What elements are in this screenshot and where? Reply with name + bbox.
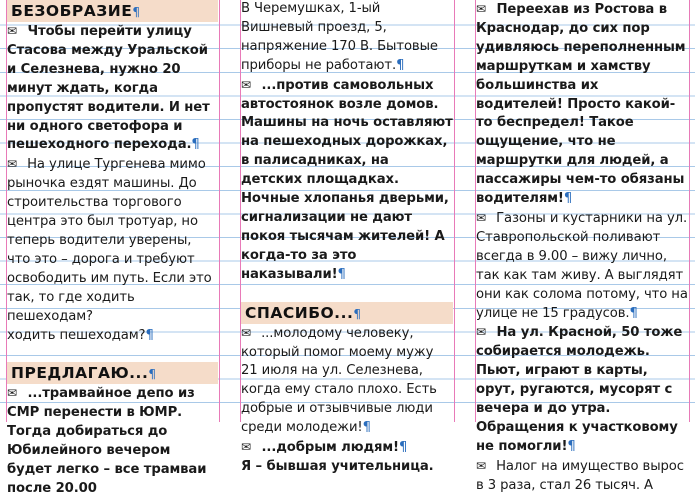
column-guide (689, 0, 690, 422)
envelope-icon: ✉ (476, 458, 486, 473)
paragraph[interactable]: Я – бывшая учительница. (241, 458, 434, 474)
paragraph[interactable]: ✉ Переехав из Ростова в Краснодар, до сих пор удивляюсь переполненным маршруткам и хамству большинства их водителей! Просто какой-то беспредел! Такое ощущение, что не маршрутки для людей, а пассажиры чем-то обязаны водителям!¶ (476, 2, 686, 207)
paragraph[interactable]: ✉ ...добрым людям!¶ (241, 440, 408, 456)
column-guide (454, 0, 455, 422)
paragraph[interactable]: ✉ Налог на имущество вырос в 3 раза, стал 26 тысяч. А (476, 458, 684, 493)
paragraph[interactable]: ✉ На улице Тургенева мимо рыночка ездят машины. До строительства торгового центра это был тротуар, но теперь водители уверены, что это – дорога и требуют освободить им путь. Если это так, то где ходить пешеходам? (7, 157, 212, 324)
paragraph[interactable]: ✉ ...трамвайное депо из СМР перенести в ЮМР. Тогда добираться до Юбилейного вечером будет легко – все трамваи после 20.00 (7, 386, 207, 496)
envelope-icon: ✉ (7, 157, 17, 172)
paragraph[interactable]: ✉ На ул. Красной, 50 тоже собирается молодежь. Пьют, играют в карты, орут, ругаются, мусорят с вечера и до утра. Обращения к участковому не помогли!¶ (476, 325, 683, 454)
text-column-2[interactable] (241, 0, 453, 474)
paragraph[interactable]: ✉ Газоны и кустарники на ул. Ставропольской поливают всегда в 9.00 – вижу лично, так как там живу. А выглядят они как солома потому, что на улице не 15 градусов.¶ (476, 210, 688, 321)
paragraph[interactable]: ✉ ...молодому человеку, который помог моему мужу 21 июля на ул. Селезнева, когда ему стало плохо. Есть добрые и отзывчивые люди среди молодежи!¶ (241, 325, 437, 436)
envelope-icon: ✉ (241, 325, 251, 340)
envelope-icon: ✉ (241, 77, 251, 92)
paragraph[interactable]: ✉ Чтобы перейти улицу Стасова между Уральской и Селезнева, нужно 20 минут ждать, когда пропустят водители. И нет ни одного светофора и пешеходного перехода.¶ (7, 24, 210, 153)
text-column-1[interactable] (7, 0, 218, 496)
text-column-3[interactable] (476, 0, 689, 493)
section-heading-spasibo[interactable]: СПАСИБО...¶ (241, 302, 453, 324)
section-heading-predlagayu[interactable]: ПРЕДЛАГАЮ...¶ (7, 362, 218, 384)
paragraph[interactable]: ✉ ...против самовольных автостоянок возле домов. Машины на ночь оставляют на пешеходных дорожках, в палисадниках, на детских площадках. Ночные хлопанья дверьми, сигнализации не дают покоя тысячам жителей! А когда-то за это наказывали!¶ (241, 77, 453, 282)
overset-line[interactable]: ходить пешеходам?¶ (7, 327, 154, 343)
envelope-icon: ✉ (241, 440, 251, 455)
envelope-icon: ✉ (476, 2, 486, 16)
column-guide (219, 0, 220, 422)
section-heading-bezobrazie[interactable]: БЕЗОБРАЗИЕ¶ (7, 0, 218, 22)
paragraph[interactable]: В Черемушках, 1-ый Вишневый проезд, 5, напряжение 170 В. Бытовые приборы не работают.¶ (241, 1, 438, 73)
envelope-icon: ✉ (476, 325, 486, 340)
envelope-icon: ✉ (476, 210, 486, 225)
envelope-icon: ✉ (7, 24, 17, 38)
envelope-icon: ✉ (7, 386, 17, 401)
